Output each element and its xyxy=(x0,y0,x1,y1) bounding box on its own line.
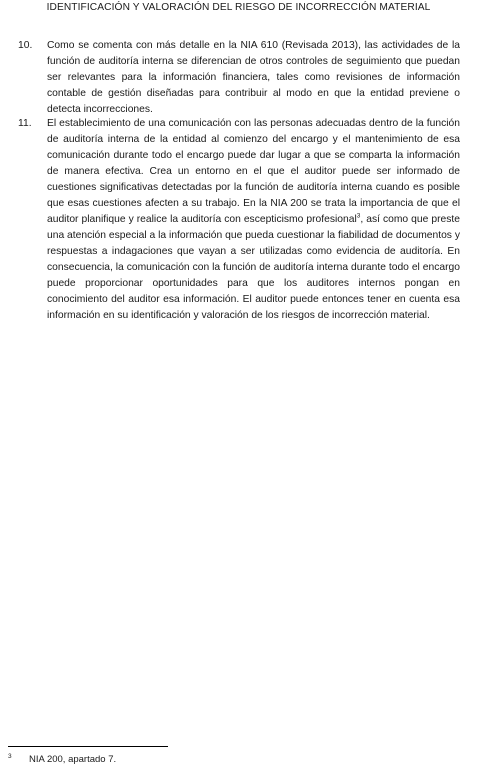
footnote xyxy=(8,753,116,766)
paragraph-10 xyxy=(18,38,460,118)
paragraph-text-part-2: , así como que preste una atención especial a la información que pueda cuestionar la fiabilidad de documentos y respuestas a indagaciones que vayan a ser utilizadas como evidencia de auditoría. En consecuencia, la comunicación con la función de auditoría interna durante todo el encargo puede proporcionar oportunidades para que los auditores internos pongan en conocimiento del auditor esa información. El auditor puede entonces tener en cuenta esa información en su identificación y valoración de los riesgos de incorrección material. xyxy=(47,214,460,321)
paragraph-text-part-1: El establecimiento de una comunicación con las personas adecuadas dentro de la función de auditoría interna de la entidad al comienzo del encargo y el mantenimiento de esa comunicación durante todo el encargo puede dar lugar a que se comparta la información de manera efectiva. Crea un entorno en el que el auditor puede ser informado de cuestiones significativas detectadas por la función de auditoría interna cuando es posible que esas cuestiones afecten a su trabajo. En la NIA 200 se trata la importancia de que el auditor planifique y realice la auditoría con escepticismo profesional xyxy=(47,118,460,225)
footnote-text: NIA 200, apartado 7. xyxy=(29,754,117,765)
footnote-mark: 3 xyxy=(8,753,12,760)
footnote-reference[interactable]: 3 xyxy=(356,212,361,220)
paragraph-number: 10. xyxy=(18,40,33,51)
footnote-separator xyxy=(8,746,168,747)
paragraph-number: 11. xyxy=(18,118,32,129)
paragraph-11 xyxy=(18,116,460,324)
paragraph-text: Como se comenta con más detalle en la NIA 610 (Revisada 2013), las actividades de la función de auditoría interna se diferencian de otros controles de seguimiento que puedan ser relevantes para la información financiera, tales como revisiones de información contable de gestión diseñadas para contribuir al modo en que la entidad previene o detecta incorrecciones. xyxy=(47,40,460,115)
page-header: IDENTIFICACIÓN Y VALORACIÓN DEL RIESGO DE INCORRECCIÓN MATERIAL xyxy=(46,2,431,13)
paragraph-text xyxy=(47,116,460,324)
